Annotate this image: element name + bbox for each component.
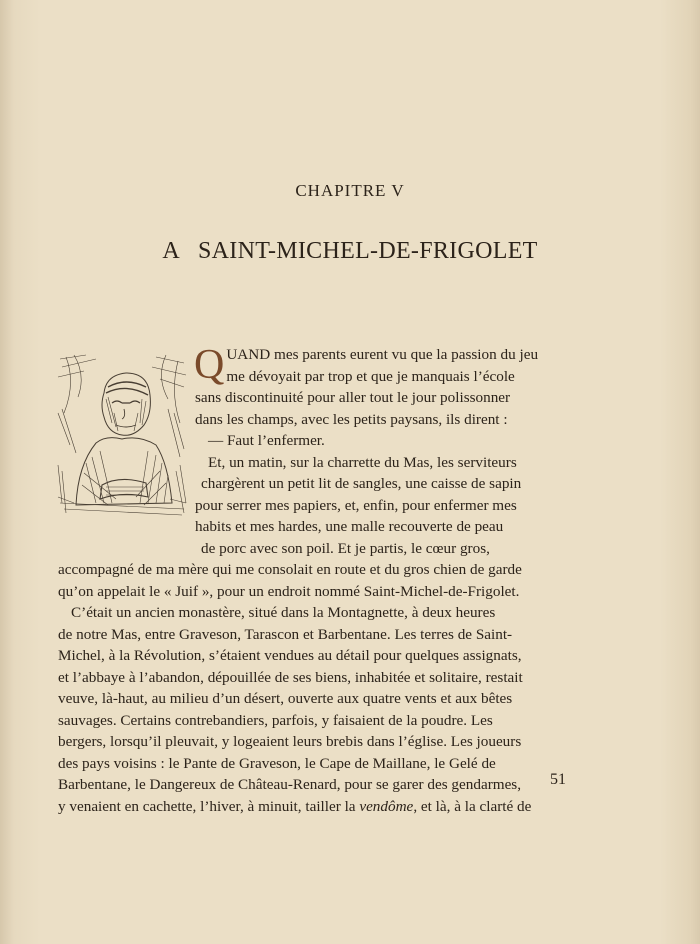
text-line: et l’abbaye à l’abandon, dépouillée de ses biens, inhabitée et solitaire, restait: [58, 668, 523, 686]
text-line: dans les champs, avec les petits paysans, ils dirent :: [195, 410, 508, 428]
text-line-content: , et là, à la clarté de: [413, 797, 532, 815]
text-line: C’était un ancien monastère, situé dans la Montagnette, à deux heures: [71, 604, 496, 621]
chapter-title-main: SAINT-MICHEL-DE-FRIGOLET: [198, 238, 538, 264]
text-line: sans discontinuité pour aller tout le jour polissonner: [195, 389, 511, 406]
text-line: — Faut l’enfermer.: [208, 432, 325, 449]
italic-word: vendôme: [359, 797, 414, 815]
text-line: de notre Mas, entre Graveson, Tarascon et Barbentane. Les terres de Saint-: [58, 625, 513, 643]
text-line-content: UAND mes parents eurent vu que la passion du jeu: [226, 346, 539, 363]
text-line: pour serrer mes papiers, et, enfin, pour enfermer mes: [195, 496, 517, 514]
chapter-title: [0, 238, 700, 265]
drop-cap: Q: [194, 342, 225, 388]
text-line: des pays voisins : le Pante de Graveson, le Cape de Maillane, le Gelé de: [58, 754, 496, 772]
body-text: [58, 344, 570, 817]
text-line: de porc avec son poil. Et je partis, le cœur gros,: [201, 539, 490, 557]
text-line: sauvages. Certains contrebandiers, parfois, y faisaient de la poudre. Les: [58, 711, 493, 729]
text-line: veuve, là-haut, au milieu d’un désert, ouverte aux quatre vents et aux bêtes: [58, 690, 513, 707]
text-line: accompagné de ma mère qui me consolait en route et du gros chien de garde: [58, 561, 522, 578]
text-line: habits et mes hardes, une malle recouverte de peau: [195, 518, 504, 535]
text-line: [58, 796, 570, 818]
chapter-title-prefix: A: [162, 238, 180, 264]
text-line: chargèrent un petit lit de sangles, une caisse de sapin: [201, 475, 522, 492]
text-line: Michel, à la Révolution, s’étaient vendues au détail pour quelques assignats,: [58, 647, 522, 664]
text-line: Et, un matin, sur la charrette du Mas, les serviteurs: [208, 453, 517, 471]
text-line: Barbentane, le Dangereux de Château-Renard, pour se garer des gendarmes,: [58, 776, 522, 793]
text-line: bergers, lorsqu’il pleuvait, y logeaient leurs brebis dans l’église. Les joueurs: [58, 733, 522, 750]
text-line: me dévoyait par trop et que je manquais l’école: [226, 367, 515, 385]
page-number: 51: [550, 771, 566, 788]
chapter-label: CHAPITRE V: [295, 181, 405, 200]
text-line: qu’on appelait le « Juif », pour un endroit nommé Saint-Michel-de-Frigolet.: [58, 582, 520, 600]
text-line-content: y venaient en cachette, l’hiver, à minuit, tailler la: [58, 797, 356, 815]
